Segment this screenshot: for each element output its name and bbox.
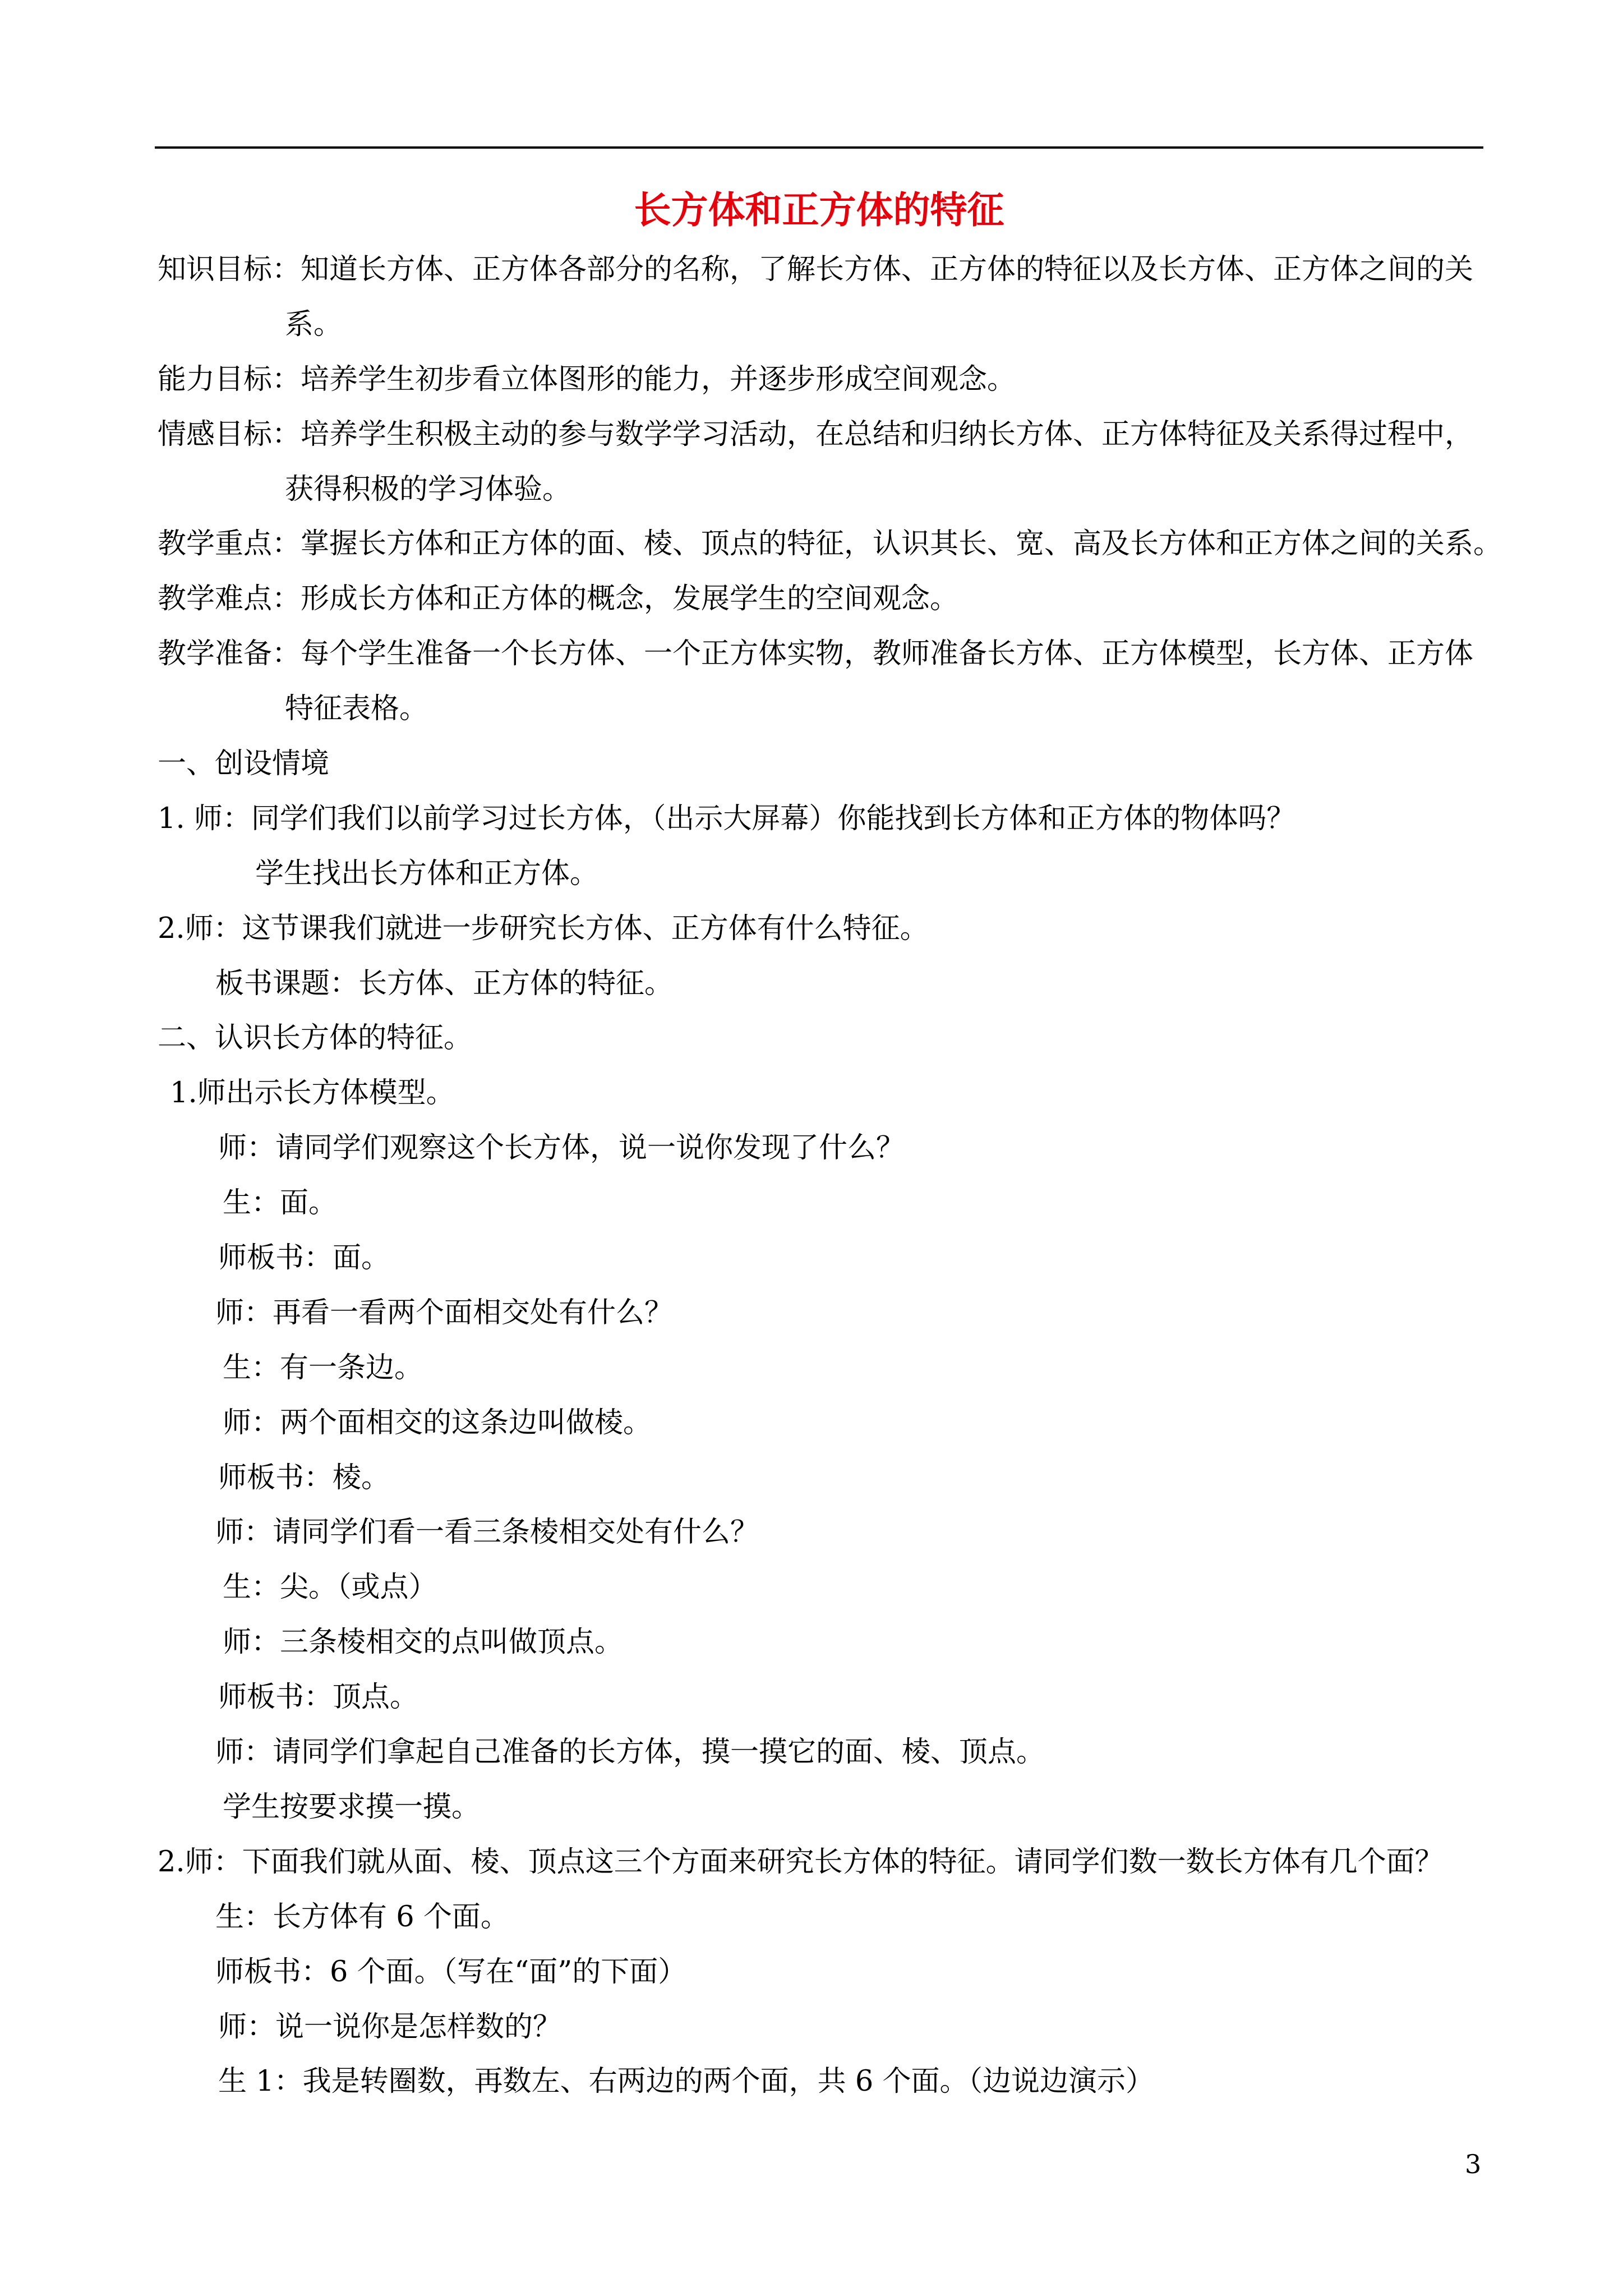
objective-ability-label: 能力目标： <box>158 362 301 396</box>
section-line: 学生找出长方体和正方体。 <box>255 857 599 890</box>
teaching-preparation-text: 每个学生准备一个长方体、一个正方体实物，教师准备长方体、正方体模型，长方体、正方体 <box>301 637 1474 671</box>
teaching-key-point-text: 掌握长方体和正方体的面、棱、顶点的特征，认识其长、宽、高及长方体和正方体之间的关系。 <box>301 527 1502 561</box>
objective-knowledge-continuation: 系。 <box>285 307 343 341</box>
dialogue-line: 师：请同学们观察这个长方体，说一说你发现了什么？ <box>218 1131 905 1165</box>
section-line: 板书课题：长方体、正方体的特征。 <box>215 967 674 1000</box>
section-line: 2.师：下面我们就从面、棱、顶点这三个方面来研究长方体的特征。请同学们数一数长方体有几个面？ <box>158 1845 1444 1879</box>
objective-knowledge-label: 知识目标： <box>158 253 301 286</box>
teaching-difficulty <box>158 572 1504 627</box>
objective-ability <box>158 352 1504 407</box>
teaching-preparation <box>158 627 1504 682</box>
objective-emotion-label: 情感目标： <box>158 417 301 451</box>
objective-emotion-text: 培养学生积极主动的参与数学学习活动，在总结和归纳长方体、正方体特征及关系得过程中， <box>301 417 1474 451</box>
dialogue-line: 师：请同学们看一看三条棱相交处有什么？ <box>215 1516 759 1549</box>
dialogue-line: 生：面。 <box>223 1186 338 1220</box>
header-rule <box>155 146 1483 149</box>
section-heading: 一、创设情境 <box>158 747 330 781</box>
teaching-key-point <box>158 517 1504 572</box>
objective-knowledge-text: 知道长方体、正方体各部分的名称，了解长方体、正方体的特征以及长方体、正方体之间的关 <box>301 253 1474 286</box>
objective-emotion <box>158 407 1504 462</box>
section-line: 1.师出示长方体模型。 <box>170 1076 455 1110</box>
page-number: 3 <box>1465 2149 1482 2179</box>
dialogue-line: 师板书：棱。 <box>218 1461 390 1494</box>
document-body <box>158 242 1504 2109</box>
objective-knowledge <box>158 242 1504 297</box>
dialogue-line: 师板书：6 个面。（写在“面”的下面） <box>215 1955 687 1989</box>
section-heading: 二、认识长方体的特征。 <box>158 1022 473 1055</box>
dialogue-line: 生：有一条边。 <box>223 1351 423 1384</box>
dialogue-line: 师板书：面。 <box>218 1241 390 1275</box>
dialogue-line: 学生按要求摸一摸。 <box>223 1790 481 1824</box>
dialogue-line: 师板书：顶点。 <box>218 1681 419 1714</box>
teaching-difficulty-label: 教学难点： <box>158 582 301 616</box>
section-line: 2.师：这节课我们就进一步研究长方体、正方体有什么特征。 <box>158 912 929 945</box>
objective-ability-text: 培养学生初步看立体图形的能力，并逐步形成空间观念。 <box>301 362 1016 396</box>
dialogue-line: 师：再看一看两个面相交处有什么？ <box>215 1296 674 1329</box>
document-title: 长方体和正方体的特征 <box>634 188 1004 232</box>
dialogue-line: 师：说一说你是怎样数的？ <box>218 2010 562 2044</box>
objective-emotion-continuation: 获得积极的学习体验。 <box>285 472 571 506</box>
section-line: 1. 师：同学们我们以前学习过长方体，（出示大屏幕）你能找到长方体和正方体的物体吗？ <box>158 802 1295 835</box>
dialogue-line: 生 1：我是转圈数，再数左、右两边的两个面，共 6 个面。（边说边演示） <box>218 2065 1155 2099</box>
dialogue-line: 生：长方体有 6 个面。 <box>215 1900 509 1934</box>
teaching-difficulty-text: 形成长方体和正方体的概念，发展学生的空间观念。 <box>301 582 959 616</box>
dialogue-line: 师：两个面相交的这条边叫做棱。 <box>223 1406 652 1439</box>
dialogue-line: 生：尖。（或点） <box>223 1571 437 1604</box>
dialogue-line: 师：三条棱相交的点叫做顶点。 <box>223 1626 624 1659</box>
teaching-key-point-label: 教学重点： <box>158 527 301 561</box>
teaching-preparation-label: 教学准备： <box>158 637 301 671</box>
dialogue-line: 师：请同学们拿起自己准备的长方体，摸一摸它的面、棱、顶点。 <box>215 1736 1045 1769</box>
teaching-preparation-continuation: 特征表格。 <box>285 692 428 726</box>
